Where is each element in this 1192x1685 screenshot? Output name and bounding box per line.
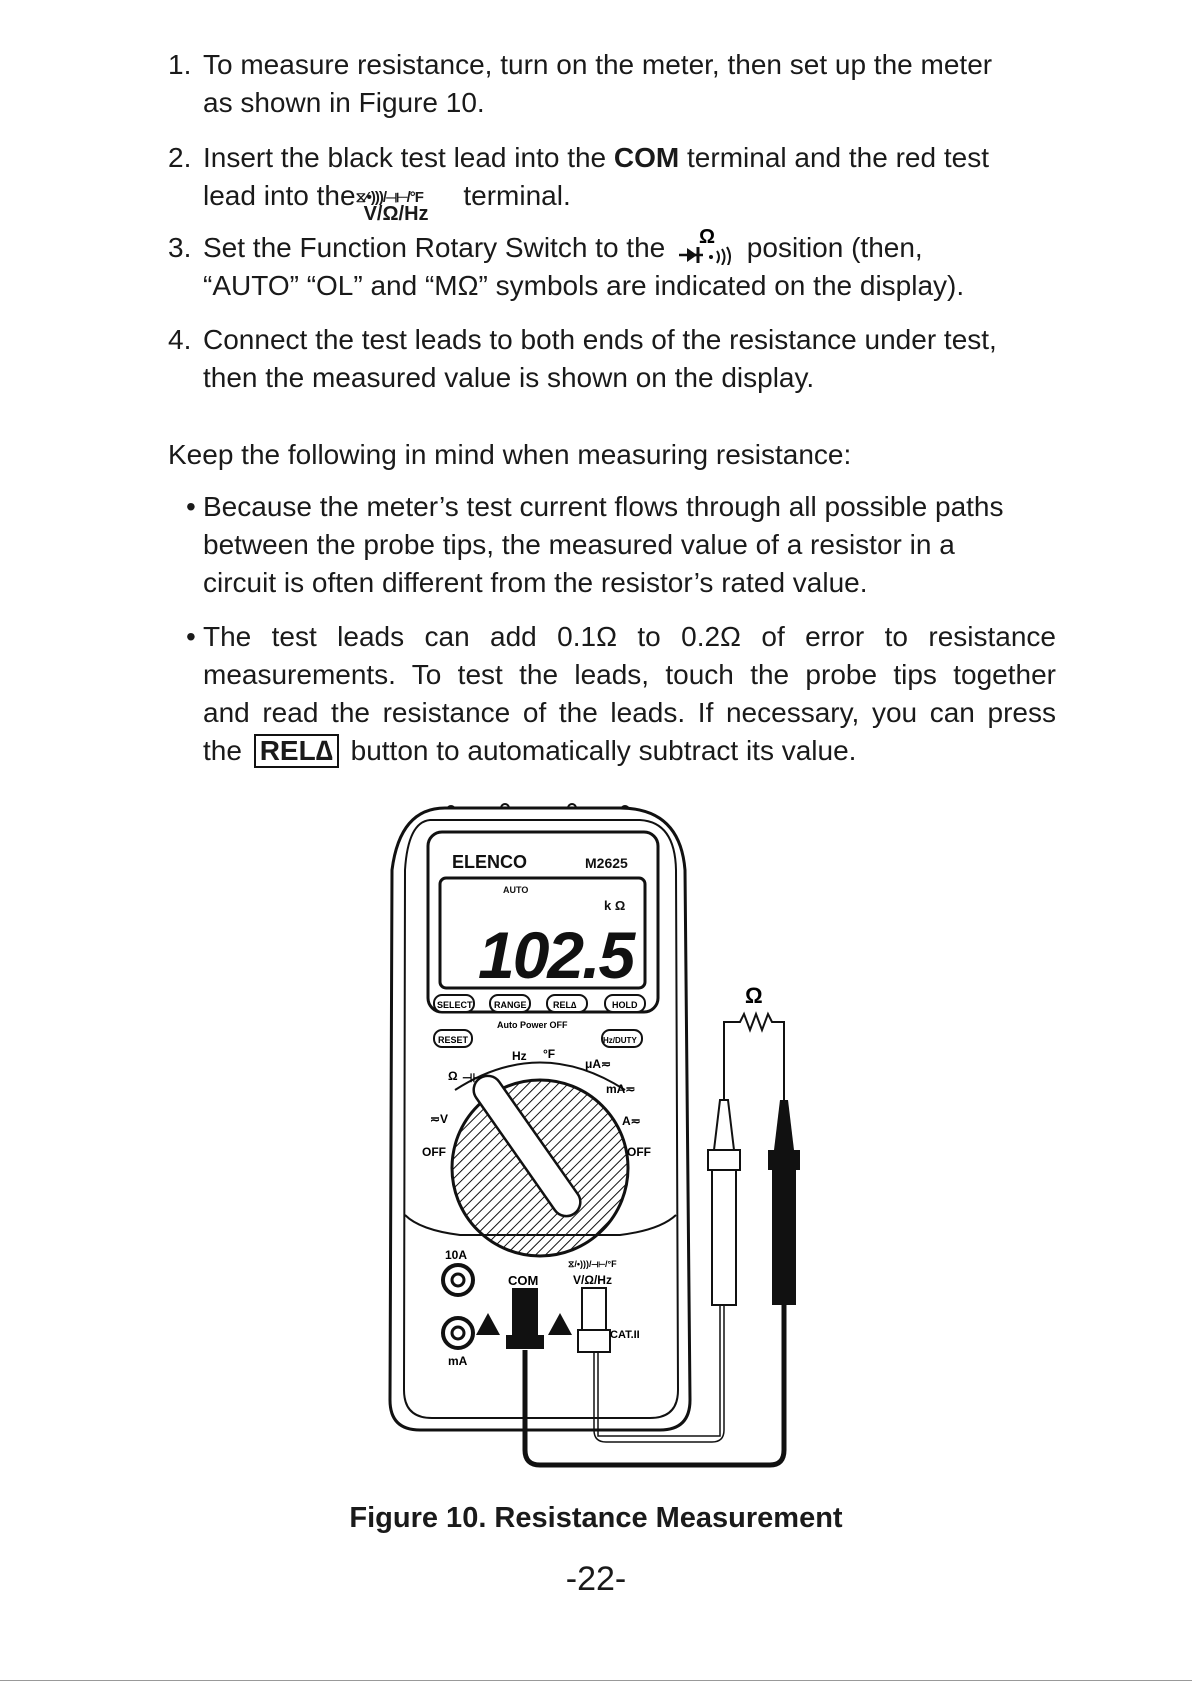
intro-text: Keep the following in mind when measuring resistance: bbox=[168, 439, 852, 470]
bullet-1 bbox=[186, 488, 1056, 602]
step-text: as shown in Figure 10. bbox=[203, 87, 485, 118]
dial-label-ma: mA≂ bbox=[606, 1082, 636, 1096]
dial-label-a: A≂ bbox=[622, 1114, 641, 1128]
step-number: 1. bbox=[168, 49, 192, 80]
dial-label-off-right: OFF bbox=[627, 1145, 651, 1159]
bullet-text: circuit is often different from the resistor’s rated value. bbox=[203, 567, 868, 598]
ohm-diode-continuity-icon bbox=[673, 226, 739, 267]
step-text: terminal. bbox=[455, 180, 571, 211]
step-3 bbox=[168, 226, 1068, 305]
dial-label-cap: ⊣⊢ bbox=[462, 1071, 483, 1085]
step-text: lead into the bbox=[203, 180, 356, 211]
bullet-text: the bbox=[203, 735, 250, 766]
red-probe bbox=[708, 1040, 740, 1305]
model-label: M2625 bbox=[585, 855, 628, 871]
bullet-text: button to automatically subtract its value. bbox=[342, 735, 857, 766]
dial-label-off-left: OFF bbox=[422, 1145, 446, 1159]
terminal-symbol-icon bbox=[355, 177, 456, 225]
step-text: Connect the test leads to both ends of the resistance under test, bbox=[203, 324, 997, 355]
jack-ma-label: mA bbox=[448, 1354, 468, 1368]
step-number: 4. bbox=[168, 324, 192, 355]
bullet-text: and read the resistance of the leads. If necessary, you can press bbox=[203, 697, 1056, 728]
dial-label-v: ≂V bbox=[430, 1112, 449, 1126]
brand-label: ELENCO bbox=[452, 852, 528, 872]
auto-power-off-label: Auto Power OFF bbox=[497, 1020, 568, 1030]
jack-10a-label: 10A bbox=[445, 1248, 468, 1262]
bullet-text: Because the meter’s test current flows through all possible paths bbox=[203, 491, 1004, 522]
bullet-text: between the probe tips, the measured value of a resistor in a bbox=[203, 529, 955, 560]
rel-button-text: REL∆ bbox=[553, 1000, 577, 1010]
step-1 bbox=[168, 46, 1068, 122]
black-probe bbox=[768, 1040, 800, 1305]
jack-vohm-label: V/Ω/Hz bbox=[573, 1273, 612, 1287]
select-button-label: SELECT bbox=[437, 1000, 473, 1010]
step-4 bbox=[168, 321, 1068, 397]
step-text: Insert the black test lead into the bbox=[203, 142, 614, 173]
lcd-unit: k Ω bbox=[604, 898, 626, 913]
jack-com-label: COM bbox=[508, 1273, 539, 1288]
multimeter-figure bbox=[0, 790, 1192, 1490]
resistor-icon bbox=[724, 983, 784, 1040]
hold-button-label: HOLD bbox=[612, 1000, 638, 1010]
figure-caption: Figure 10. Resistance Measurement bbox=[349, 1502, 843, 1534]
svg-text:Ω: Ω bbox=[699, 226, 716, 248]
bullet-text: measurements. To test the leads, touch the probe tips together bbox=[203, 659, 1056, 690]
bottom-rule bbox=[0, 1680, 1192, 1681]
step-text: position (then, bbox=[739, 232, 923, 263]
step-text: Set the Function Rotary Switch to the bbox=[203, 232, 674, 263]
terminal-symbol-bottom: V/Ω/Hz bbox=[363, 203, 429, 225]
terminal-symbol-top: ⧖⁄•)))/⊣⊢/°F bbox=[355, 189, 423, 206]
range-button-label: RANGE bbox=[494, 1000, 527, 1010]
auto-indicator: AUTO bbox=[503, 885, 529, 895]
reset-button-label: RESET bbox=[438, 1035, 469, 1045]
rel-button-label: REL∆ bbox=[254, 734, 339, 768]
com-label: COM bbox=[613, 142, 680, 173]
lcd-reading: 102.5 bbox=[478, 918, 634, 992]
step-text: then the measured value is shown on the display. bbox=[203, 362, 815, 393]
resistor-ohm-label: Ω bbox=[745, 983, 763, 1008]
dial-label-hz: Hz bbox=[512, 1049, 527, 1063]
step-text: terminal and the red test bbox=[679, 142, 989, 173]
dial-label-f: °F bbox=[543, 1047, 556, 1061]
bullet-mark: • bbox=[186, 621, 196, 652]
bullet-mark: • bbox=[186, 491, 196, 522]
dial-label-ohm: Ω bbox=[448, 1069, 458, 1083]
step-text: “AUTO” “OL” and “MΩ” symbols are indicated on the display). bbox=[203, 270, 965, 301]
hzduty-button-label: Hz/DUTY bbox=[603, 1036, 637, 1045]
step-2 bbox=[168, 139, 1068, 225]
dial-label-ua: μA≂ bbox=[585, 1057, 612, 1071]
step-text: To measure resistance, turn on the meter, then set up the meter bbox=[203, 49, 993, 80]
jack-vohm-top-label: ⧖/•)))/⊣⊢/°F bbox=[568, 1259, 617, 1269]
step-number: 2. bbox=[168, 142, 192, 173]
page-number: -22- bbox=[565, 1560, 627, 1598]
step-number: 3. bbox=[168, 232, 192, 263]
bullet-text: The test leads can add 0.1Ω to 0.2Ω of error to resistance bbox=[203, 621, 1056, 652]
bullet-2 bbox=[186, 618, 1056, 770]
cat-marking: CAT.II bbox=[610, 1329, 640, 1341]
